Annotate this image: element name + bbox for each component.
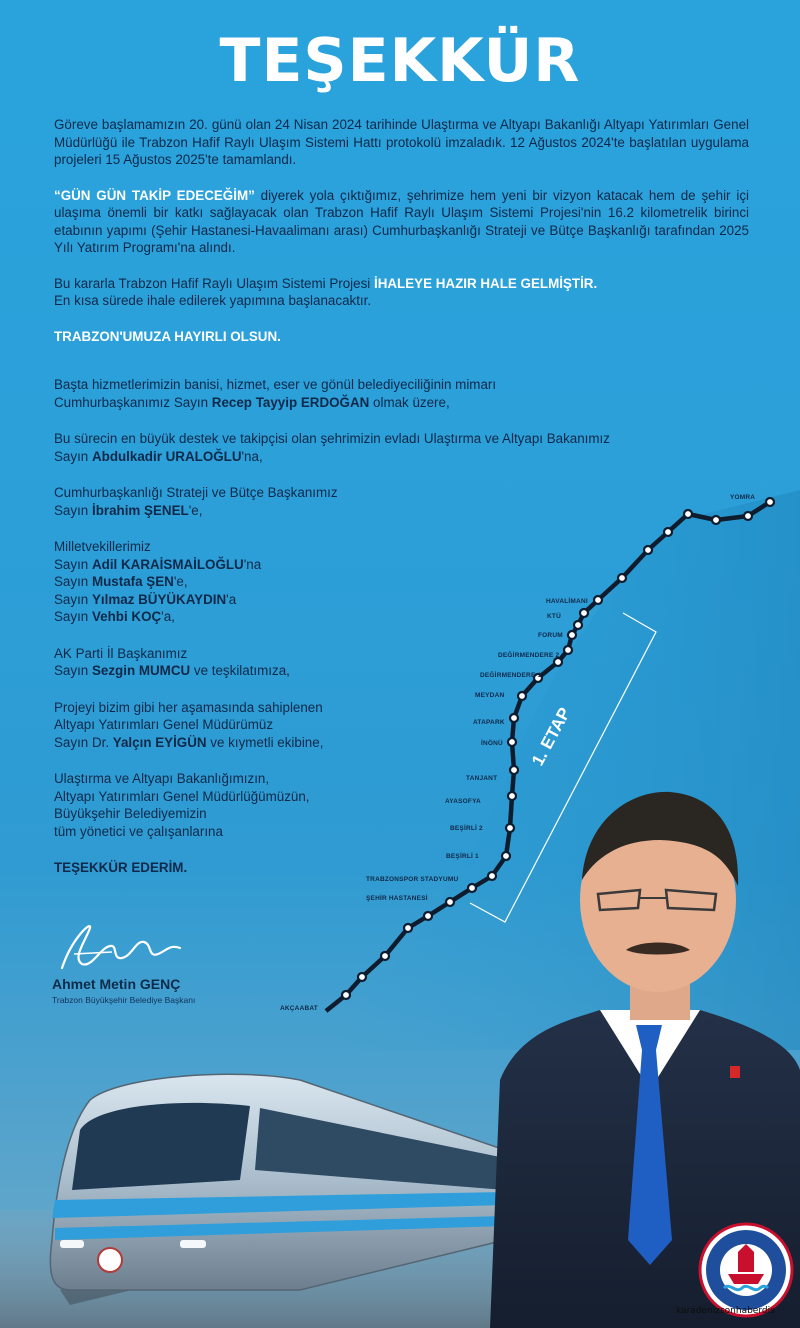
- thanks-text: Milletvekillerimiz: [54, 539, 151, 554]
- thanks-text: Sayın: [54, 591, 92, 607]
- thanks-text: Cumhurbaşkanlığı Strateji ve Bütçe Başkanımız: [54, 485, 338, 500]
- intro-slogan: “GÜN GÜN TAKİP EDECEĞİM”: [54, 187, 255, 203]
- station-label: DEĞİRMENDERE 1: [480, 672, 542, 679]
- intro-blessing: TRABZON'UMUZA HAYIRLI OLSUN.: [54, 328, 281, 344]
- thanks-text: Projeyi bizim gibi her aşamasında sahiplenen: [54, 699, 323, 715]
- tram-illustration: [0, 1040, 520, 1328]
- person-name: Sezgin MUMCU: [91, 663, 191, 678]
- thanks-text: 'e,: [173, 574, 188, 589]
- thanks-text: ve kıymetli ekibine,: [206, 734, 324, 750]
- thanks-text: Altyapı Yatırımları Genel Müdürlüğümüzün,: [54, 788, 310, 804]
- thanks-text: tüm yönetici ve çalışanlarına: [54, 823, 223, 839]
- intro-paragraph-1: Göreve başlamamızın 20. günü olan 24 Nisan 2024 tarihinde Ulaştırma ve Altyapı Bakanlığı Altyapı Yatırımları Genel Müdürlüğü ile Trabzon Hafif Raylı Ulaşım Sistemi Hattı protokolü imzaladık. 12 Ağustos 2024'te başlatılan uygulama projeleri 15 Ağustos 2025'te tamamlandı.: [54, 117, 749, 167]
- intro-paragraph-2-rest: diyerek yola çıktığımız, şehrimize hem yeni bir vizyon katacak hem de şehir içi ulaşıma önemli bir katkı sağlayacak olan Trabzon Hafif Raylı Ulaşım Sistemi Projesi'nin 16.2 kilometrelik birinci etabının yapımı (Şehir Hastanesi-Havaalimanı arası) Cumhurbaşkanlığı Strateji ve Bütçe Başkanlığı tarafından 2025 Yılı Yatırım Programı'na alındı.: [54, 187, 749, 255]
- intro-paragraph-3-a: Bu kararla Trabzon Hafif Raylı Ulaşım Sistemi Projesi: [54, 275, 374, 291]
- closing-thanks: TEŞEKKÜR EDERİM.: [54, 860, 188, 875]
- thanks-block-minister: [54, 430, 774, 465]
- thanks-text: Altyapı Yatırımları Genel Müdürümüz: [54, 717, 274, 732]
- intro-paragraph-4: [54, 328, 749, 346]
- thanks-text: Ulaştırma ve Altyapı Bakanlığımızın,: [54, 771, 270, 786]
- intro-paragraph-3: [54, 275, 749, 310]
- page-title: TEŞEKKÜR: [219, 26, 581, 96]
- thanks-text: Bu sürecin en büyük destek ve takipçisi olan şehrimizin evladı Ulaştırma ve Altyapı Bakanımız: [54, 431, 610, 446]
- station-label: ATAPARK: [473, 719, 505, 726]
- person-name: İbrahim ŞENEL: [91, 502, 189, 518]
- thanks-text: Sayın Dr.: [54, 734, 113, 750]
- signer-name: Ahmet Metin GENÇ: [52, 976, 181, 992]
- thanks-text: Büyükşehir Belediyemizin: [54, 806, 207, 821]
- thanks-text: Sayın: [54, 574, 92, 589]
- intro-paragraph-3-b: En kısa sürede ihale edilerek yapımına başlanacaktır.: [54, 293, 372, 308]
- person-name: Yılmaz BÜYÜKAYDIN: [91, 591, 227, 607]
- thanks-text: Başta hizmetlerimizin banisi, hizmet, eser ve gönül belediyeciliğinin mimarı: [54, 377, 497, 392]
- thanks-text: 'e,: [188, 502, 203, 518]
- person-name: Abdulkadir URALOĞLU: [91, 448, 242, 464]
- station-label: BEŞİRLİ 2: [450, 825, 483, 832]
- station-label: ŞEHİR HASTANESİ: [366, 895, 428, 902]
- thanks-block-president: [54, 376, 674, 411]
- thanks-text: Cumhurbaşkanımız Sayın: [54, 394, 212, 410]
- person-name: Yalçın EYİGÜN: [112, 734, 207, 750]
- thanks-text: 'a: [226, 591, 237, 607]
- station-label: TANJANT: [466, 775, 498, 782]
- station-label: MEYDAN: [475, 692, 505, 699]
- thanks-text: 'na,: [241, 448, 263, 464]
- person-name: Mustafa ŞEN: [91, 574, 174, 589]
- etap-label: 1. ETAP: [528, 704, 575, 769]
- watermark-text: karadenizsonhaberdis: [676, 1306, 775, 1316]
- municipality-logo: [698, 1222, 794, 1318]
- station-label: FORUM: [538, 632, 563, 639]
- station-label: DEĞİRMENDERE 2: [498, 652, 560, 659]
- person-name: Recep Tayyip ERDOĞAN: [211, 394, 370, 410]
- station-label: AYASOFYA: [445, 798, 481, 805]
- person-name: Adil KARAİSMAİLOĞLU: [91, 556, 244, 572]
- signer-role: Trabzon Büyükşehir Belediye Başkanı: [52, 995, 196, 1005]
- intro-tender-ready: İHALEYE HAZIR HALE GELMİŞTİR.: [374, 275, 598, 291]
- thanks-text: 'a,: [161, 609, 175, 624]
- intro-text: [54, 116, 749, 363]
- thanks-text: Sayın: [54, 502, 92, 518]
- thanks-text: Sayın: [54, 556, 92, 572]
- thanks-text: Sayın: [54, 663, 92, 678]
- station-label: TRABZONSPOR STADYUMU: [366, 876, 459, 883]
- thanks-text: 'na: [243, 556, 262, 572]
- thanks-text: Sayın: [54, 609, 92, 624]
- station-label: AKÇAABAT: [280, 1005, 318, 1012]
- intro-paragraph-2: [54, 187, 749, 257]
- station-label: İNÖNÜ: [481, 740, 503, 747]
- thanks-text: ve teşkilatımıza,: [190, 663, 290, 678]
- thanks-text: AK Parti İl Başkanımız: [54, 645, 188, 661]
- station-label: BEŞİRLİ 1: [446, 853, 479, 860]
- station-label: YOMRA: [730, 494, 756, 501]
- thanks-text: olmak üzere,: [369, 394, 450, 410]
- thanks-text: Sayın: [54, 448, 92, 464]
- station-label: HAVALİMANI: [546, 598, 588, 605]
- station-label: KTÜ: [547, 613, 561, 620]
- person-name: Vehbi KOÇ: [91, 609, 162, 624]
